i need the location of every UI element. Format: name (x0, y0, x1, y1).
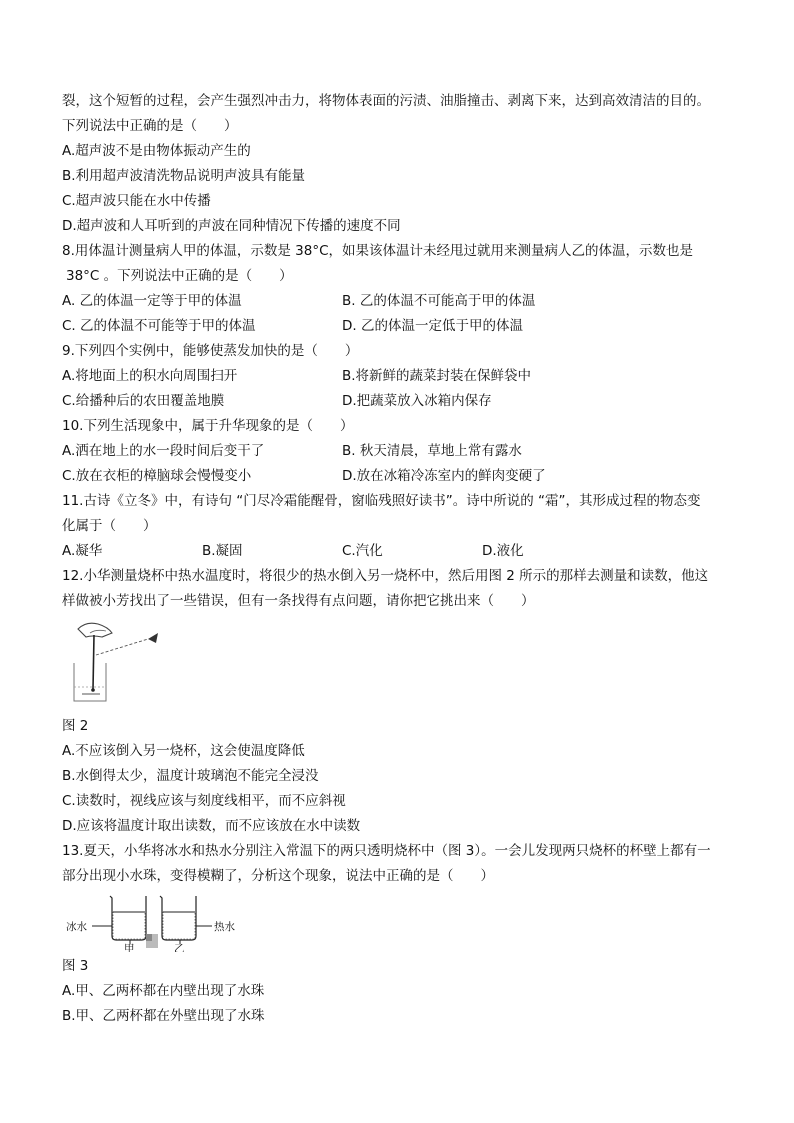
q9-stem: 9.下列四个实例中，能够使蒸发加快的是（ ） (62, 343, 359, 359)
q9-option-d: D.把蔬菜放入冰箱内保存 (342, 393, 492, 409)
q13-option-b: B.甲、乙两杯都在外壁出现了水珠 (62, 1008, 265, 1024)
q8-option-a: A. 乙的体温一定等于甲的体温 (62, 293, 242, 309)
figure-2-caption: 图 2 (62, 718, 89, 734)
q7-option-d: D.超声波和人耳听到的声波在同种情况下传播的速度不同 (62, 218, 401, 234)
q8-option-d: D. 乙的体温一定低于甲的体温 (342, 318, 523, 334)
q7-stem-line1: 裂，这个短暂的过程，会产生强烈冲击力，将物体表面的污渍、油脂撞击、剥离下来，达到高效清洁的目的。 (62, 93, 710, 109)
q12-stem-line1: 12.小华测量烧杯中热水温度时，将很少的热水倒入另一烧杯中，然后用图 2 所示的那样去测量和读数，他这 (62, 568, 709, 584)
q13-stem-line2: 部分出现小水珠，变得模糊了，分析这个现象，说法中正确的是（ ） (62, 868, 494, 884)
q8-stem-line1: 8.用体温计测量病人甲的体温，示数是 38°C，如果该体温计未经甩过就用来测量病人乙的体温，示数也是 (62, 243, 694, 259)
ice-water-label: 冰水 (66, 921, 87, 933)
q8-option-c: C. 乙的体温不可能等于甲的体温 (62, 318, 256, 334)
thermometer-illustration (62, 615, 162, 707)
thermometer-reading-figure (62, 615, 162, 711)
q11-option-a: A.凝华 (62, 543, 103, 559)
eye-icon (148, 633, 158, 643)
cup-b-label: 乙 (174, 943, 185, 952)
q11-stem-line2: 化属于（ ） (62, 518, 157, 534)
q12-option-a: A.不应该倒入另一烧杯，这会使温度降低 (62, 743, 305, 759)
q12-option-b: B.水倒得太少，温度计玻璃泡不能完全浸没 (62, 768, 319, 784)
q12-option-c: C.读数时，视线应该与刻度线相平，而不应斜视 (62, 793, 346, 809)
q11-option-c: C.汽化 (342, 543, 383, 559)
beakers-figure (62, 890, 252, 956)
q7-option-a: A.超声波不是由物体振动产生的 (62, 143, 251, 159)
q11-option-d: D.液化 (482, 543, 524, 559)
q13-stem-line1: 13.夏天，小华将冰水和热水分别注入常温下的两只透明烧杯中（图 3）。一会儿发现两只烧杯的杯壁上都有一 (62, 843, 711, 859)
q7-stem-line2: 下列说法中正确的是（ ） (62, 118, 238, 134)
q8-option-b: B. 乙的体温不可能高于甲的体温 (342, 293, 536, 309)
q10-option-c: C.放在衣柜的樟脑球会慢慢变小 (62, 468, 252, 484)
q13-option-a: A.甲、乙两杯都在内壁出现了水珠 (62, 983, 265, 999)
q10-option-d: D.放在冰箱冷冻室内的鲜肉变硬了 (342, 468, 546, 484)
q7-option-b: B.利用超声波清洗物品说明声波具有能量 (62, 168, 306, 184)
q9-option-a: A.将地面上的积水向周围扫开 (62, 368, 238, 384)
hot-water-label: 热水 (214, 921, 235, 933)
q12-stem-line2: 样做被小芳找出了一些错误，但有一条找得有点问题，请你把它挑出来（ ） (62, 593, 535, 609)
q11-stem-line1: 11.古诗《立冬》中，有诗句 “门尽冷霜能醒骨，窗临残照好读书”。诗中所说的 “霜”，其形成过程的物态变 (62, 493, 701, 509)
q10-stem: 10.下列生活现象中，属于升华现象的是（ ） (62, 418, 354, 434)
figure-3-caption: 图 3 (62, 958, 89, 974)
cup-a-label: 甲 (124, 943, 135, 952)
q8-stem-line2: 38°C 。下列说法中正确的是（ ） (66, 268, 293, 284)
q7-option-c: C.超声波只能在水中传播 (62, 193, 211, 209)
q10-option-b: B. 秋天清晨，草地上常有露水 (342, 443, 522, 459)
q11-option-b: B.凝固 (202, 543, 243, 559)
q10-option-a: A.洒在地上的水一段时间后变干了 (62, 443, 265, 459)
beakers-illustration (62, 890, 252, 952)
q9-option-c: C.给播种后的农田覆盖地膜 (62, 393, 225, 409)
q12-option-d: D.应该将温度计取出读数，而不应该放在水中读数 (62, 818, 361, 834)
q9-option-b: B.将新鲜的蔬菜封装在保鲜袋中 (342, 368, 532, 384)
